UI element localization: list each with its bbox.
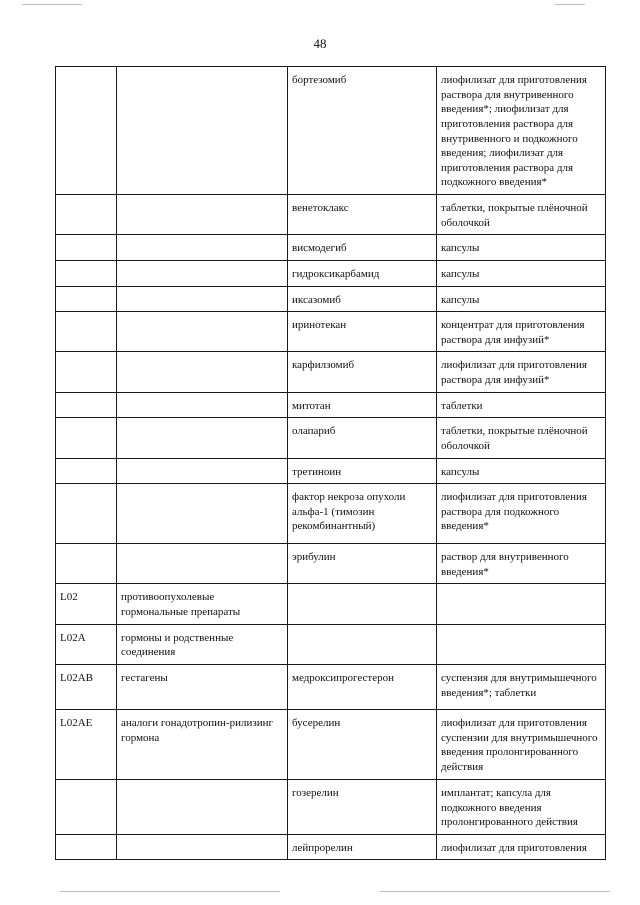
group-name-cell xyxy=(117,67,288,195)
table-row xyxy=(56,779,606,834)
drug-name-cell: венетоклакс xyxy=(288,195,437,235)
group-name-cell xyxy=(117,418,288,458)
dosage-form-cell: капсулы xyxy=(437,235,606,261)
drug-name-cell xyxy=(288,584,437,624)
dosage-form-cell: имплантат; капсула для подкожного введения пролонгированного действия xyxy=(437,779,606,834)
scan-artifact xyxy=(60,891,280,892)
page-number: 48 xyxy=(313,36,327,51)
drug-name-cell: лейпрорелин xyxy=(288,834,437,860)
drug-name-cell: олапариб xyxy=(288,418,437,458)
dosage-form-cell: лиофилизат для приготовления раствора для инфузий* xyxy=(437,352,606,392)
atc-code-cell xyxy=(56,834,117,860)
atc-code-cell xyxy=(56,418,117,458)
drug-name-cell: карфилзомиб xyxy=(288,352,437,392)
group-name-cell xyxy=(117,484,288,544)
atc-code-cell xyxy=(56,286,117,312)
drug-name-cell xyxy=(288,624,437,664)
group-name-cell xyxy=(117,286,288,312)
table-row xyxy=(56,458,606,484)
group-name-cell: гестагены xyxy=(117,664,288,709)
atc-code-cell xyxy=(56,484,117,544)
dosage-form-cell: таблетки, покрытые плёночной оболочкой xyxy=(437,418,606,458)
group-name-cell xyxy=(117,392,288,418)
dosage-form-cell: таблетки, покрытые плёночной оболочкой xyxy=(437,195,606,235)
group-name-cell xyxy=(117,195,288,235)
table-row xyxy=(56,195,606,235)
dosage-form-cell: капсулы xyxy=(437,458,606,484)
table-row xyxy=(56,834,606,860)
table-row xyxy=(56,286,606,312)
drug-name-cell: третиноин xyxy=(288,458,437,484)
dosage-form-cell: лиофилизат для приготовления раствора для внутривенного введения*; лиофилизат для приготовления раствора для внутривенного и подкожного введения; лиофилизат для приготовления раствора для подкожного введения* xyxy=(437,67,606,195)
atc-code-cell xyxy=(56,392,117,418)
drug-name-cell: гидроксикарбамид xyxy=(288,260,437,286)
atc-code-cell xyxy=(56,458,117,484)
scan-artifact xyxy=(380,891,610,892)
group-name-cell xyxy=(117,544,288,584)
table-row xyxy=(56,484,606,544)
scan-artifact xyxy=(22,4,82,5)
atc-code-cell xyxy=(56,779,117,834)
atc-code-cell: L02A xyxy=(56,624,117,664)
table-row xyxy=(56,260,606,286)
drug-name-cell: иксазомиб xyxy=(288,286,437,312)
table-row xyxy=(56,624,606,664)
atc-code-cell: L02AB xyxy=(56,664,117,709)
drug-name-cell: иринотекан xyxy=(288,312,437,352)
dosage-form-cell xyxy=(437,584,606,624)
group-name-cell xyxy=(117,235,288,261)
group-name-cell xyxy=(117,834,288,860)
dosage-form-cell: лиофилизат для приготовления суспензии для внутримышечного введения пролонгированного действия xyxy=(437,709,606,779)
group-name-cell xyxy=(117,458,288,484)
atc-code-cell xyxy=(56,312,117,352)
atc-code-cell xyxy=(56,352,117,392)
dosage-form-cell: лиофилизат для приготовления xyxy=(437,834,606,860)
dosage-form-cell: таблетки xyxy=(437,392,606,418)
drug-name-cell: бусерелин xyxy=(288,709,437,779)
dosage-form-cell xyxy=(437,624,606,664)
atc-code-cell: L02 xyxy=(56,584,117,624)
group-name-cell xyxy=(117,352,288,392)
atc-code-cell xyxy=(56,195,117,235)
group-name-cell: аналоги гонадотропин-рилизинг гормона xyxy=(117,709,288,779)
table-row xyxy=(56,709,606,779)
group-name-cell: противоопухолевые гормональные препараты xyxy=(117,584,288,624)
drug-name-cell: гозерелин xyxy=(288,779,437,834)
drug-name-cell: эрибулин xyxy=(288,544,437,584)
atc-code-cell xyxy=(56,544,117,584)
dosage-form-cell: лиофилизат для приготовления раствора для подкожного введения* xyxy=(437,484,606,544)
dosage-form-cell: суспензия для внутримышечного введения*; таблетки xyxy=(437,664,606,709)
atc-code-cell xyxy=(56,67,117,195)
scan-artifact xyxy=(555,4,585,5)
table-body xyxy=(56,67,606,860)
dosage-form-cell: концентрат для приготовления раствора для инфузий* xyxy=(437,312,606,352)
drug-name-cell: фактор некроза опухоли альфа-1 (тимозин рекомбинантный) xyxy=(288,484,437,544)
table-row xyxy=(56,664,606,709)
table-row xyxy=(56,67,606,195)
drug-table xyxy=(55,66,606,860)
table-row xyxy=(56,584,606,624)
table-row xyxy=(56,235,606,261)
table-row xyxy=(56,312,606,352)
group-name-cell: гормоны и родственные соединения xyxy=(117,624,288,664)
group-name-cell xyxy=(117,260,288,286)
atc-code-cell: L02AE xyxy=(56,709,117,779)
table-row xyxy=(56,392,606,418)
dosage-form-cell: раствор для внутривенного введения* xyxy=(437,544,606,584)
group-name-cell xyxy=(117,779,288,834)
drug-name-cell: висмодегиб xyxy=(288,235,437,261)
dosage-form-cell: капсулы xyxy=(437,260,606,286)
dosage-form-cell: капсулы xyxy=(437,286,606,312)
table-row xyxy=(56,544,606,584)
group-name-cell xyxy=(117,312,288,352)
table-row xyxy=(56,352,606,392)
drug-name-cell: митотан xyxy=(288,392,437,418)
table-row xyxy=(56,418,606,458)
drug-name-cell: медроксипрогестерон xyxy=(288,664,437,709)
atc-code-cell xyxy=(56,235,117,261)
drug-name-cell: бортезомиб xyxy=(288,67,437,195)
atc-code-cell xyxy=(56,260,117,286)
